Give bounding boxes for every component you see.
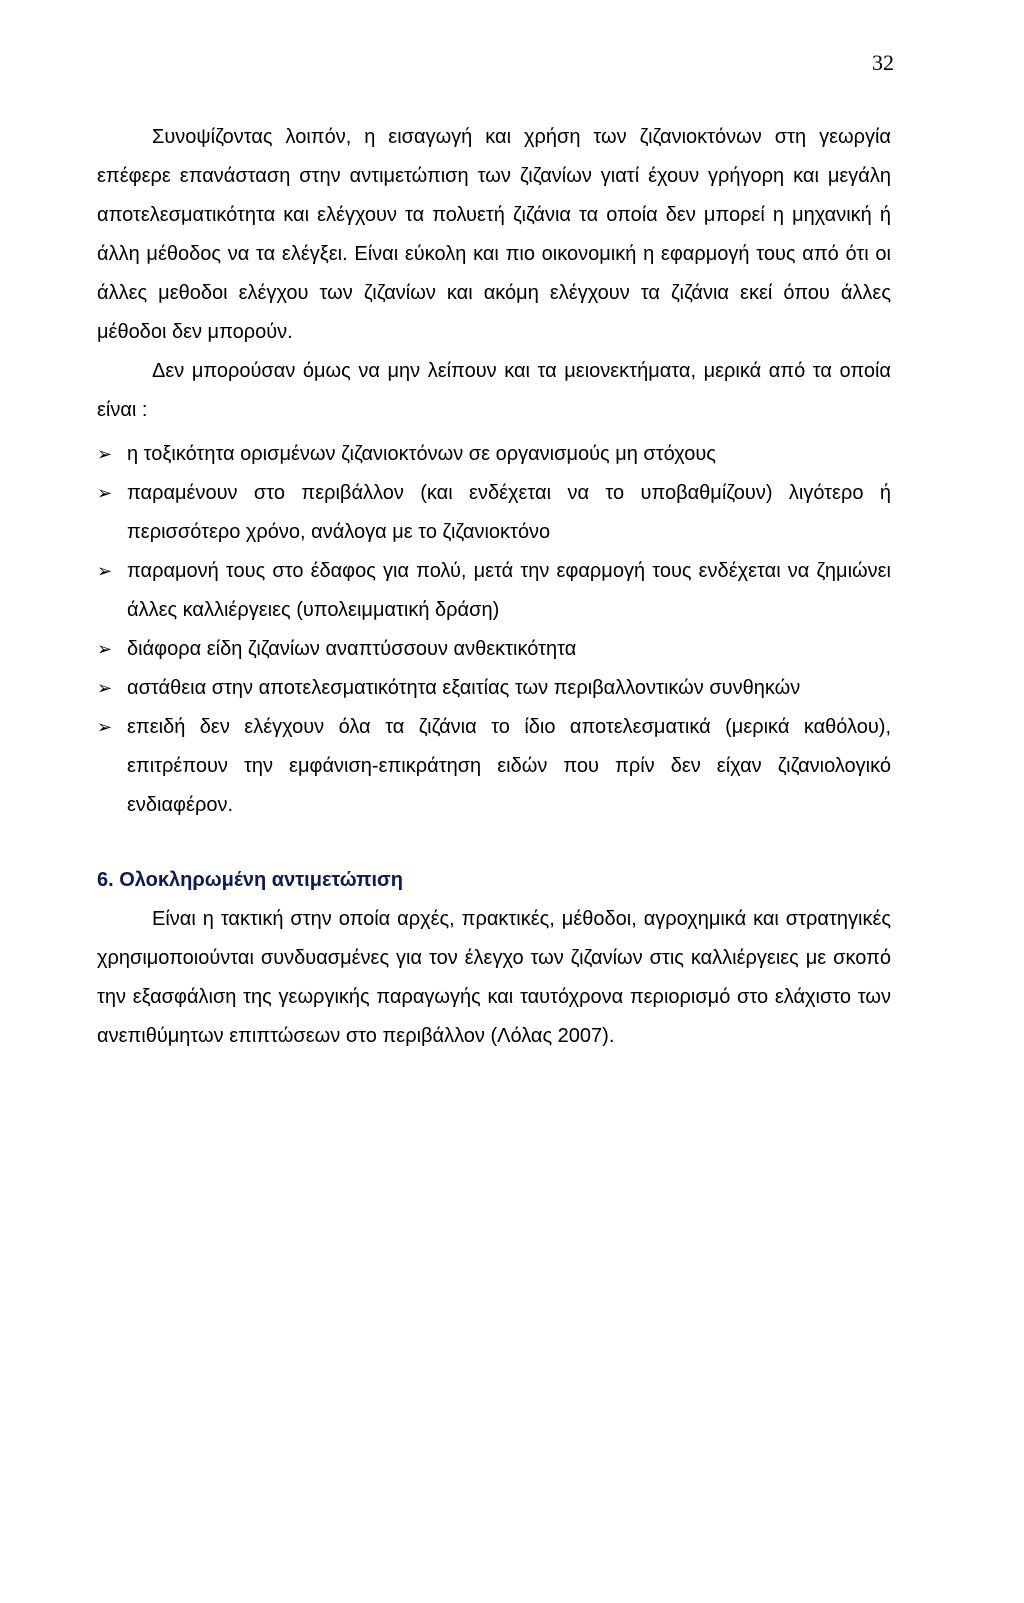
list-item-text: παραμονή τους στο έδαφος για πολύ, μετά την εφαρμογή τους ενδέχεται να ζημιώνει άλλες καλλιέργειες (υπολειμματική δράση) [127,560,891,621]
list-item-text: παραμένουν στο περιβάλλον (και ενδέχεται να το υποβαθμίζουν) λιγότερο ή περισσότερο χρόνο, ανάλογα με το ζιζανιοκτόνο [127,482,891,543]
paragraph-disadvantages-intro: Δεν μπορούσαν όμως να μην λείπουν και τα μειονεκτήματα, μερικά από τα οποία είναι : [97,360,891,421]
list-item-text: διάφορα είδη ζιζανίων αναπτύσσουν ανθεκτικότητα [127,638,577,660]
list-item-text: αστάθεια στην αποτελεσματικότητα εξαιτίας των περιβαλλοντικών συνθηκών [127,677,801,699]
page-number: 32 [872,50,894,75]
list-item [97,435,891,474]
arrow-bullet-icon: ➢ [97,561,113,581]
list-item [97,708,891,825]
list-item [97,474,891,552]
list-item-text: επειδή δεν ελέγχουν όλα τα ζιζάνια το ίδιο αποτελεσματικά (μερικά καθόλου), επιτρέπουν την εμφάνιση-επικράτηση ειδών που πρίν δεν είχαν ζιζανιολογικό ενδιαφέρον. [127,716,891,816]
list-item [97,669,891,708]
arrow-bullet-icon: ➢ [97,678,113,698]
document-body [97,118,891,1056]
arrow-bullet-icon: ➢ [97,639,113,659]
paragraph-integrated-management: Είναι η τακτική στην οποία αρχές, πρακτικές, μέθοδοι, αγροχημικά και στρατηγικές χρησιμοποιούνται συνδυασμένες για τον έλεγχο των ζιζανίων στις καλλιέργειες με σκοπό την εξασφάλιση της γεωργικής παραγωγής και ταυτόχρονα περιορισμό στο ελάχιστο των ανεπιθύμητων επιπτώσεων στο περιβάλλον (Λόλας 2007). [97,908,891,1047]
section-heading: 6. Ολοκληρωμένη αντιμετώπιση [97,869,403,891]
disadvantages-list [97,435,891,825]
arrow-bullet-icon: ➢ [97,444,113,464]
list-item [97,630,891,669]
list-item-text: η τοξικότητα ορισμένων ζιζανιοκτόνων σε οργανισμούς μη στόχους [127,443,716,465]
arrow-bullet-icon: ➢ [97,483,113,503]
list-item [97,552,891,630]
paragraph-summary: Συνοψίζοντας λοιπόν, η εισαγωγή και χρήση των ζιζανιοκτόνων στη γεωργία επέφερε επανάσταση στην αντιμετώπιση των ζιζανίων γιατί έχουν γρήγορη και μεγάλη αποτελεσματικότητα και ελέγχουν τα πολυετή ζιζάνια τα οποία δεν μπορεί η μηχανική ή άλλη μέθοδος να τα ελέγξει. Είναι εύκολη και πιο οικονομική η εφαρμογή τους από ότι οι άλλες μεθοδοι ελέγχου των ζιζανίων και ακόμη ελέγχουν τα ζιζάνια εκεί όπου άλλες μέθοδοι δεν μπορούν. [97,126,891,343]
arrow-bullet-icon: ➢ [97,717,113,737]
